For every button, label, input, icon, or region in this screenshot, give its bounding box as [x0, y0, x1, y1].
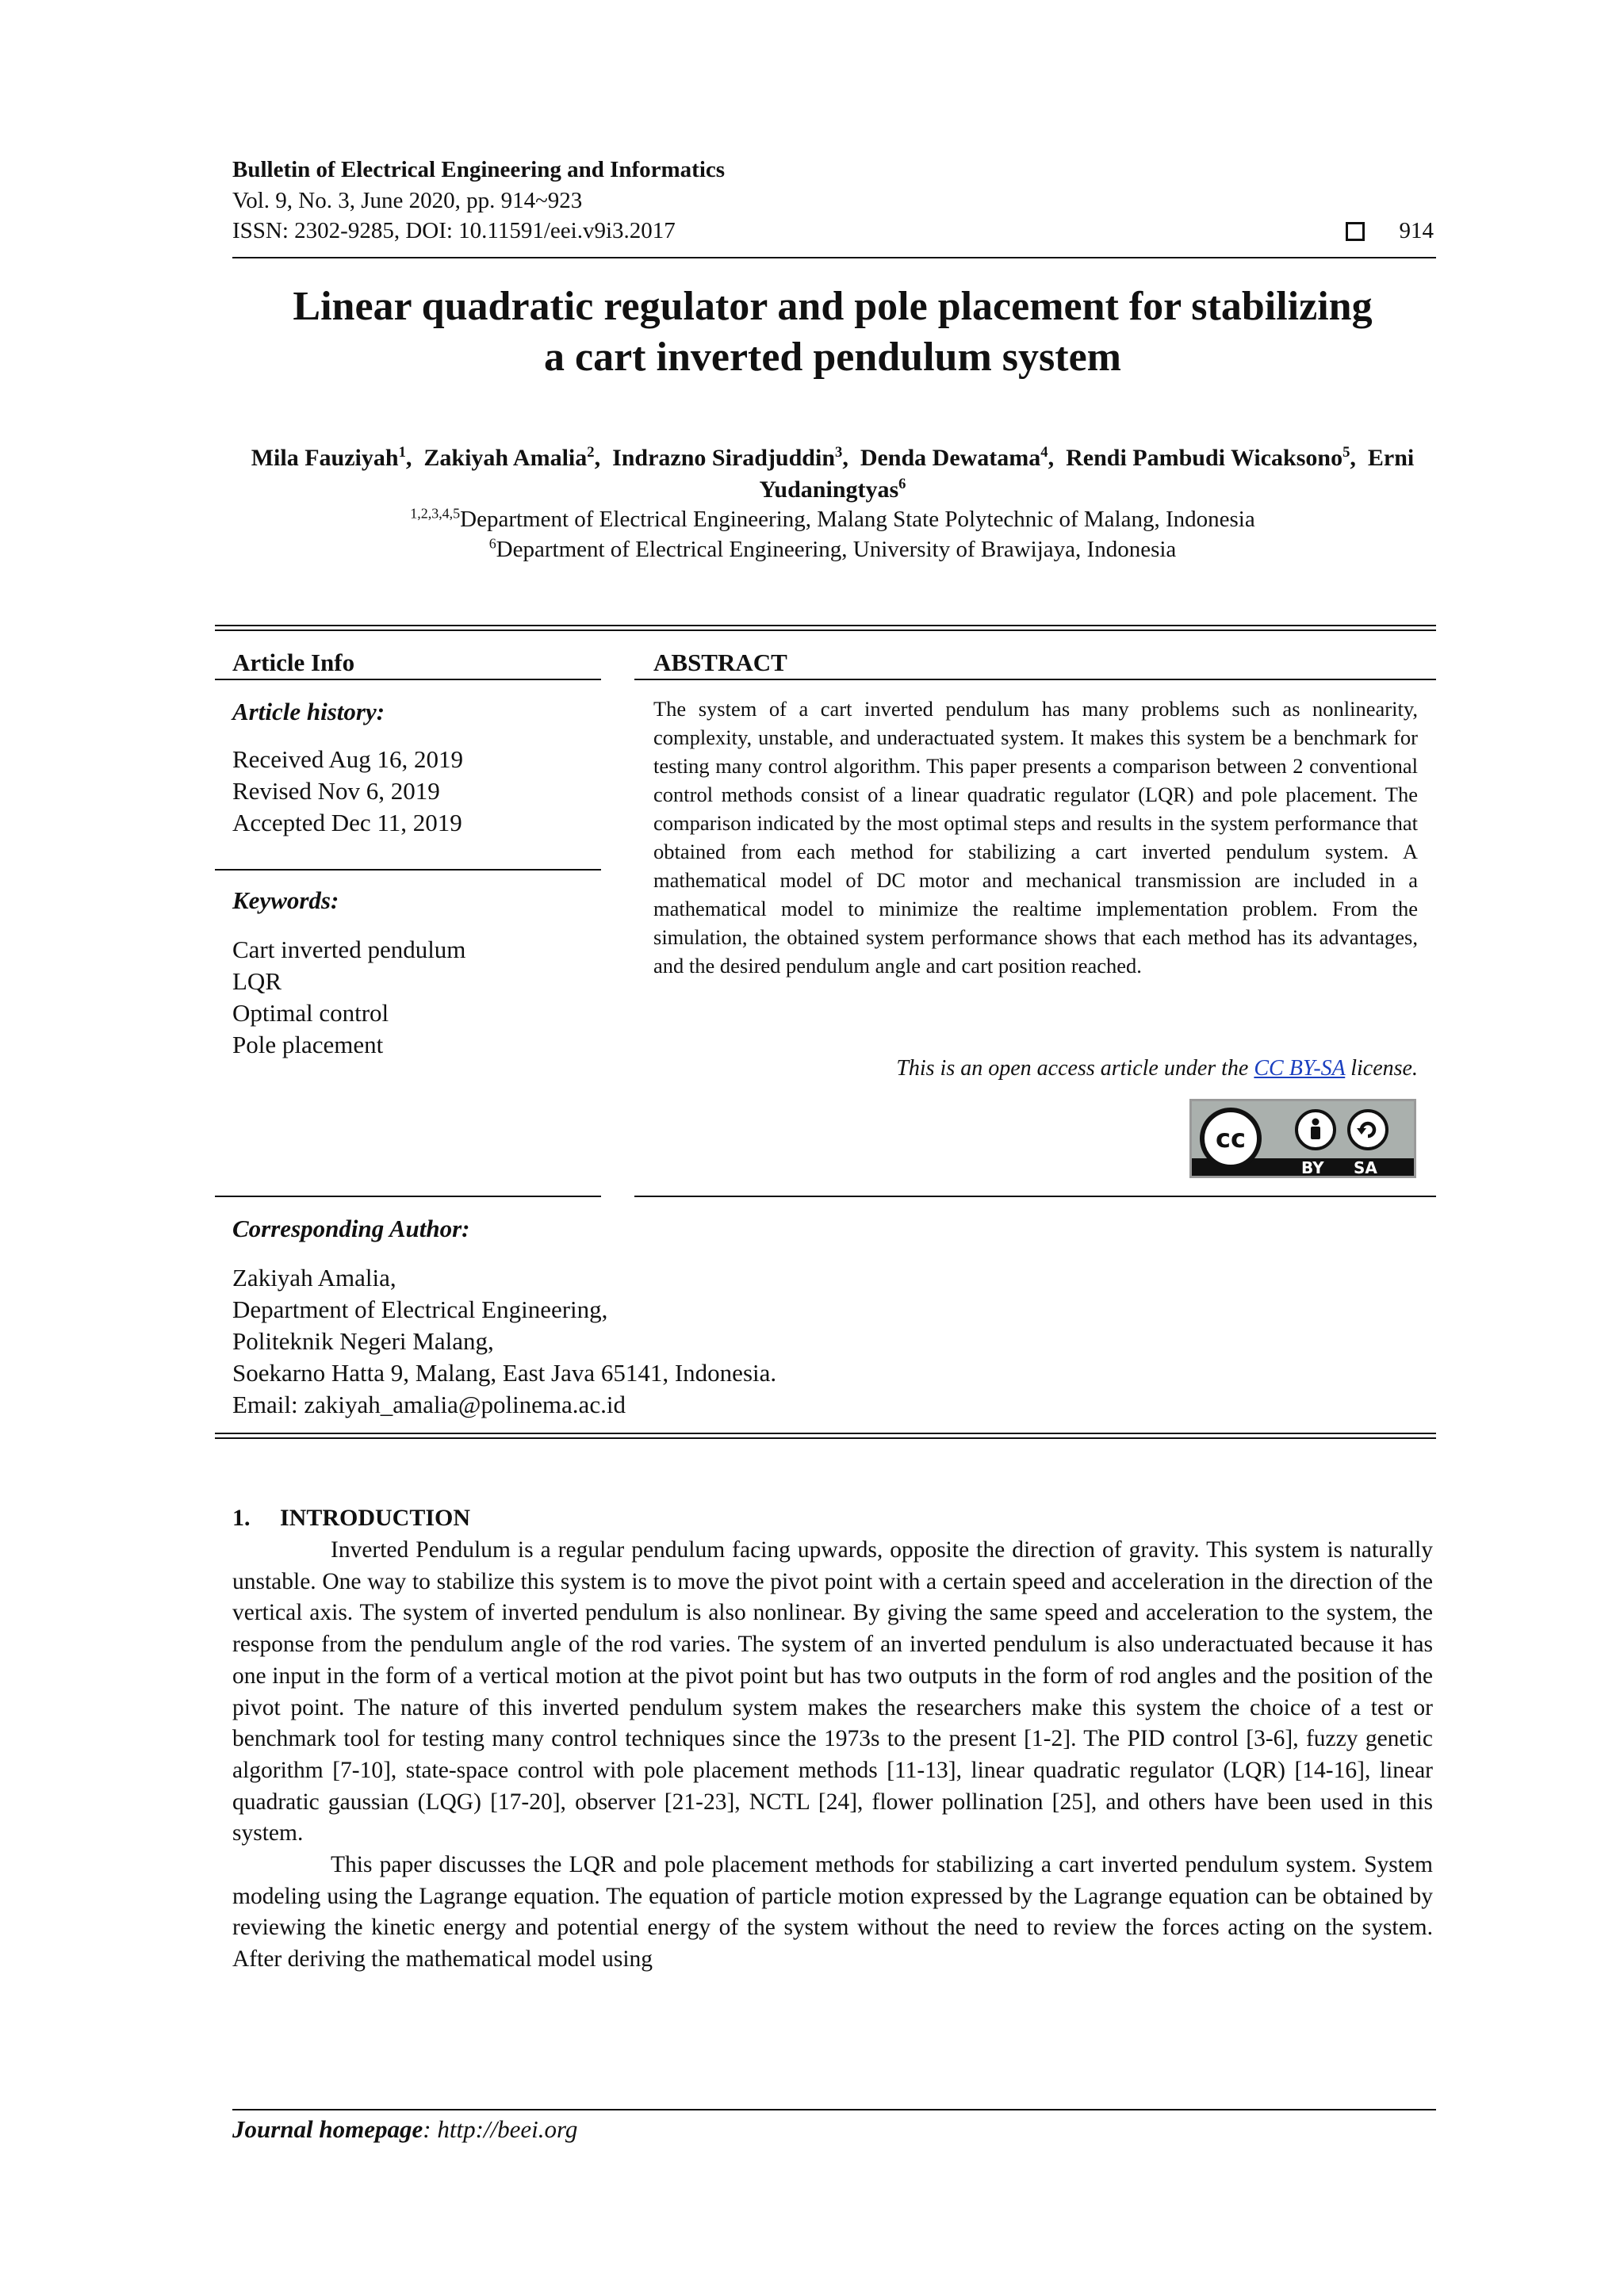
- affiliation-2-sup: 6: [488, 535, 496, 552]
- issn-doi: ISSN: 2302-9285, DOI: 10.11591/eei.v9i3.2017: [232, 218, 676, 243]
- badge-sa-label: SA: [1354, 1158, 1377, 1177]
- author-6-sup: 6: [898, 476, 906, 492]
- page-number-block: [1346, 218, 1434, 244]
- author-6: Erni Yudaningtyas: [759, 445, 1415, 503]
- affiliation-2: [238, 534, 1427, 564]
- abstract-text: The system of a cart inverted pendulum has many problems such as nonlinearity, complexity, unstable, and underactuated system. It makes this system be a benchmark for testing many control algorithm. This paper presents a comparison between 2 conventional control methods consist of a linear quadratic regulator (LQR) and pole placement. The comparison indicated by the most optimal steps and results in the system performance that obtained from each method for stabilizing a cart inverted pendulum system. A mathematical model of DC motor and mechanical transmission are included in a mathematical model to minimize the realtime implementation problem. From the simulation, the obtained system performance shows that each method has its advantages, and the desired pendulum angle and cart position reached.: [653, 697, 1418, 978]
- badge-by-label: BY: [1301, 1158, 1324, 1177]
- corresponding-email: Email: zakiyah_amalia@polinema.ac.id: [232, 1391, 626, 1418]
- share-alike-arrow-icon: [1350, 1112, 1385, 1147]
- keywords-list: [232, 934, 465, 1061]
- author-2-sup: 2: [587, 444, 595, 461]
- affiliation-1: [238, 504, 1427, 534]
- share-alike-icon: [1347, 1109, 1388, 1150]
- cc-by-sa-link[interactable]: CC BY-SA: [1254, 1056, 1346, 1081]
- article-info-heading: Article Info: [232, 649, 355, 676]
- paper-title: [198, 281, 1467, 383]
- open-access-suffix: license.: [1345, 1056, 1418, 1081]
- author-4-sup: 4: [1040, 444, 1048, 461]
- volume-info: Vol. 9, No. 3, June 2020, pp. 914~923: [232, 188, 583, 213]
- cc-by-sa-badge[interactable]: [1189, 1099, 1416, 1178]
- homepage-label: Journal homepage: [232, 2115, 423, 2143]
- abstract-rule: [634, 679, 1436, 680]
- author-list: Mila Fauziyah$^1$, Zakiyah Amalia$^2$, Indrazno Siradjuddin$^3$, Denda Dewatama$^4$, Rendi Pambudi Wicaksono$^5$, Erni Yudaningtyas$^6$: [251, 444, 1415, 503]
- corresponding-details: [232, 1262, 776, 1421]
- introduction-paragraph-1: Inverted Pendulum is a regular pendulum facing upwards, opposite the direction of gravity. This system is naturally unstable. One way to stabilize this system is to move the pivot point with a certain speed and acceleration in the direction of the vertical axis. The system of inverted pendulum is also nonlinear. By giving the same speed and acceleration to the system, the response from the pendulum angle of the rod varies. The system of an inverted pendulum is also underactuated because it has one input in the form of a vertical motion at the pivot point but has two outputs in the form of rod angles and the position of the pivot point. The nature of this inverted pendulum system makes the researchers make this system the choice of a test or benchmark tool for testing many control techniques since the 1973s to the present [1-2]. The PID control [3-6], fuzzy genetic algorithm [7-10], state-space control with pole placement methods [11-13], linear quadratic regulator (LQR) [14-16], linear quadratic gaussian (LQG) [17-20], observer [21-23], NCTL [24], flower pollination [25], and others have been used in this system.: [232, 1537, 1433, 1846]
- journal-name: Bulletin of Electrical Engineering and Informatics: [232, 157, 726, 182]
- cc-icon: cc: [1200, 1108, 1262, 1169]
- history-rule: [215, 869, 601, 871]
- author-5: Rendi Pambudi Wicaksono: [1066, 445, 1343, 471]
- info-bottom-rule: [215, 1433, 1436, 1439]
- title-line-1: Linear quadratic regulator and pole placement for stabilizing: [293, 284, 1373, 329]
- open-access-prefix: This is an open access article under the: [896, 1056, 1254, 1081]
- affiliation-2-text: Department of Electrical Engineering, University of Brawijaya, Indonesia: [496, 537, 1177, 562]
- article-history-heading: Article history:: [232, 698, 385, 725]
- article-history: [232, 744, 463, 839]
- keywords-heading: Keywords:: [232, 886, 339, 914]
- author-4: Denda Dewatama: [860, 445, 1041, 471]
- introduction-body: [232, 1535, 1433, 1976]
- introduction-heading: 1. INTRODUCTION: [232, 1505, 471, 1531]
- corresponding-line: Politeknik Negeri Malang,: [232, 1327, 494, 1355]
- author-1-sup: 1: [398, 444, 406, 461]
- affiliation-1-sup: 1,2,3,4,5: [410, 505, 461, 522]
- author-3-sup: 3: [835, 444, 843, 461]
- corresponding-heading: Corresponding Author:: [232, 1215, 470, 1242]
- keyword: Cart inverted pendulum: [232, 936, 466, 963]
- person-icon: [1298, 1112, 1333, 1147]
- journal-homepage: [232, 2115, 577, 2144]
- square-bullet-icon: [1346, 222, 1365, 241]
- open-access-note: [896, 1056, 1418, 1081]
- page-number: 914: [1399, 218, 1434, 243]
- corresponding-line: Zakiyah Amalia,: [232, 1264, 396, 1292]
- homepage-url[interactable]: : http://beei.org: [423, 2115, 578, 2143]
- author-3: Indrazno Siradjuddin: [612, 445, 836, 471]
- keyword: Optimal control: [232, 999, 389, 1027]
- keyword: Pole placement: [232, 1031, 384, 1058]
- revised-date: Revised Nov 6, 2019: [232, 777, 440, 805]
- header-rule: [232, 257, 1436, 258]
- title-line-2: a cart inverted pendulum system: [544, 335, 1121, 380]
- received-date: Received Aug 16, 2019: [232, 745, 464, 773]
- affiliations: [238, 504, 1427, 564]
- keyword: LQR: [232, 967, 282, 995]
- abstract-bottom-rule: [634, 1196, 1436, 1197]
- accepted-date: Accepted Dec 11, 2019: [232, 809, 462, 836]
- author-1: Mila Fauziyah: [251, 445, 399, 471]
- keywords-rule: [215, 1196, 601, 1197]
- author-2: Zakiyah Amalia: [423, 445, 588, 471]
- attribution-icon: [1295, 1109, 1336, 1150]
- introduction-paragraph-2: This paper discusses the LQR and pole placement methods for stabilizing a cart inverted pendulum system. System modeling using the Lagrange equation. The equation of particle motion expressed by the Lagrange equation can be obtained by reviewing the kinetic energy and potential energy of the system without the need to review the forces acting on the system. After deriving the mathematical model using: [232, 1852, 1433, 1973]
- corresponding-line: Department of Electrical Engineering,: [232, 1295, 608, 1323]
- info-top-rule: [215, 625, 1436, 631]
- corresponding-line: Soekarno Hatta 9, Malang, East Java 65141, Indonesia.: [232, 1359, 777, 1387]
- article-info-rule: [215, 679, 601, 680]
- abstract-heading: ABSTRACT: [653, 649, 787, 676]
- author-5-sup: 5: [1342, 444, 1350, 461]
- affiliation-1-text: Department of Electrical Engineering, Malang State Polytechnic of Malang, Indonesia: [460, 507, 1255, 532]
- footer-rule: [232, 2109, 1436, 2110]
